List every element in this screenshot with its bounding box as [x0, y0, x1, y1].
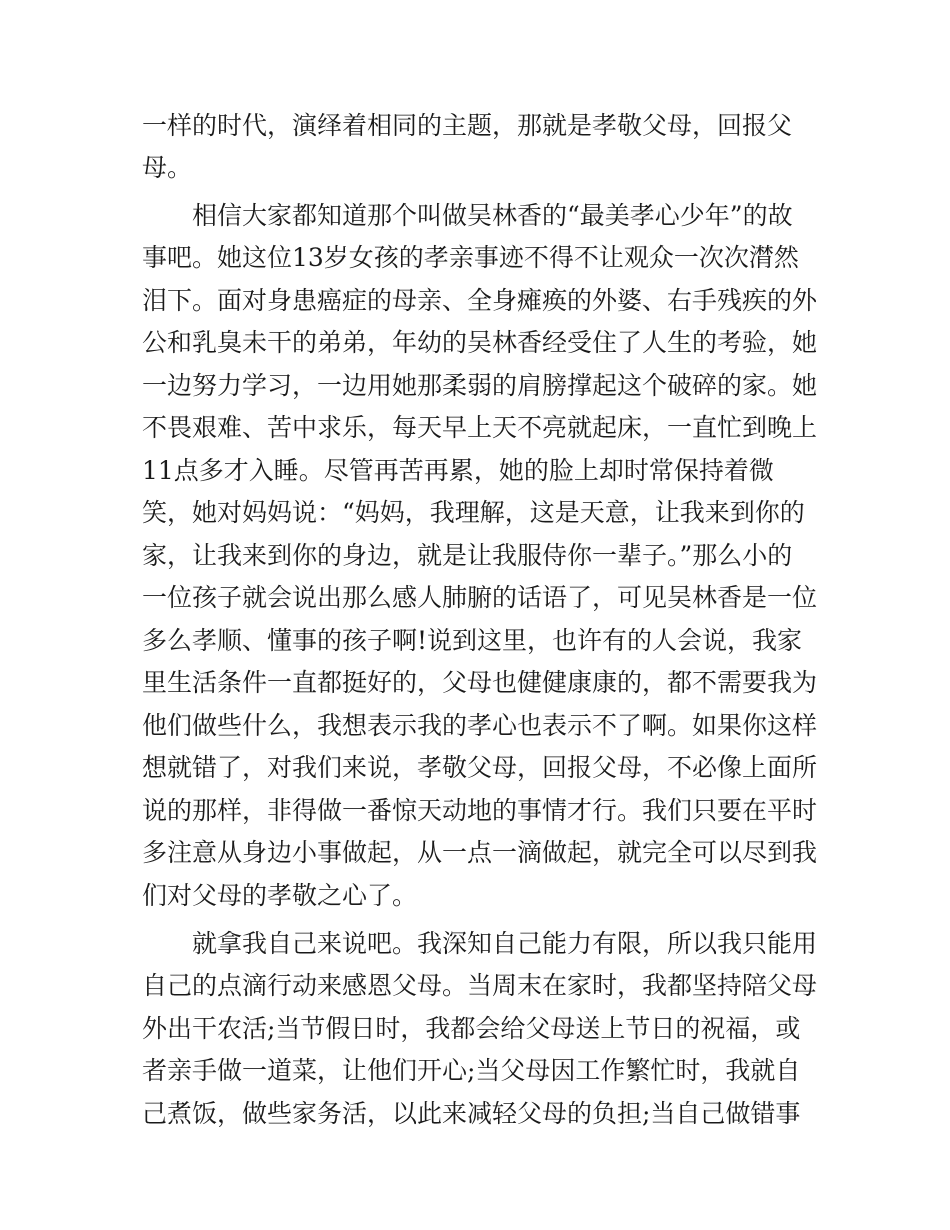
- text-line: 不畏艰难、苦中求乐，每天早上天不亮就起床，一直忙到晚上: [142, 413, 818, 442]
- text-line: 们对父母的孝敬之心了。: [142, 881, 418, 910]
- text-line: 想就错了，对我们来说，孝敬父母，回报父母，不必像上面所: [142, 753, 818, 782]
- text-line: 自己的点滴行动来感恩父母。当周末在家时，我都坚持陪父母: [142, 971, 818, 1000]
- text-line: 说的那样，非得做一番惊天动地的事情才行。我们只要在平时: [142, 796, 818, 825]
- paragraph-start-line: 就拿我自己来说吧。我深知自己能力有限，所以我只能用: [192, 929, 818, 958]
- text-line: 泪下。面对身患癌症的母亲、全身瘫痪的外婆、右手残疾的外: [142, 286, 818, 315]
- text-line: 公和乳臭未干的弟弟，年幼的吴林香经受住了人生的考验，她: [142, 328, 818, 357]
- paragraph-start-line: 相信大家都知道那个叫做吴林香的“最美孝心少年”的故: [192, 201, 793, 230]
- text-line: 一边努力学习，一边用她那柔弱的肩膀撑起这个破碎的家。她: [142, 371, 818, 400]
- text-line: 多么孝顺、懂事的孩子啊!说到这里，也许有的人会说，我家: [142, 626, 803, 655]
- text-line: 多注意从身边小事做起，从一点一滴做起，就完全可以尽到我: [142, 838, 818, 867]
- text-line: 家，让我来到你的身边，就是让我服侍你一辈子。”那么小的: [142, 541, 793, 570]
- text-line: 11点多才入睡。尽管再苦再累，她的脸上却时常保持着微: [142, 456, 774, 485]
- text-line: 一位孩子就会说出那么感人肺腑的话语了，可见吴林香是一位: [142, 583, 818, 612]
- text-line: 己煮饭，做些家务活，以此来减轻父母的负担;当自己做错事: [142, 1099, 801, 1128]
- text-line: 者亲手做一道菜，让他们开心;当父母因工作繁忙时，我就自: [142, 1056, 801, 1085]
- text-line: 他们做些什么，我想表示我的孝心也表示不了啊。如果你这样: [142, 711, 818, 740]
- text-line: 母。: [142, 153, 193, 182]
- text-line: 外出干农活;当节假日时，我都会给父母送上节日的祝福，或: [142, 1014, 801, 1043]
- text-line: 笑，她对妈妈说：“妈妈，我理解，这是天意，让我来到你的: [142, 498, 805, 527]
- text-line: 事吧。她这位13岁女孩的孝亲事迹不得不让观众一次次潸然: [142, 243, 799, 272]
- text-line: 一样的时代，演绎着相同的主题，那就是孝敬父母，回报父: [142, 111, 793, 140]
- text-line: 里生活条件一直都挺好的，父母也健健康康的，都不需要我为: [142, 668, 818, 697]
